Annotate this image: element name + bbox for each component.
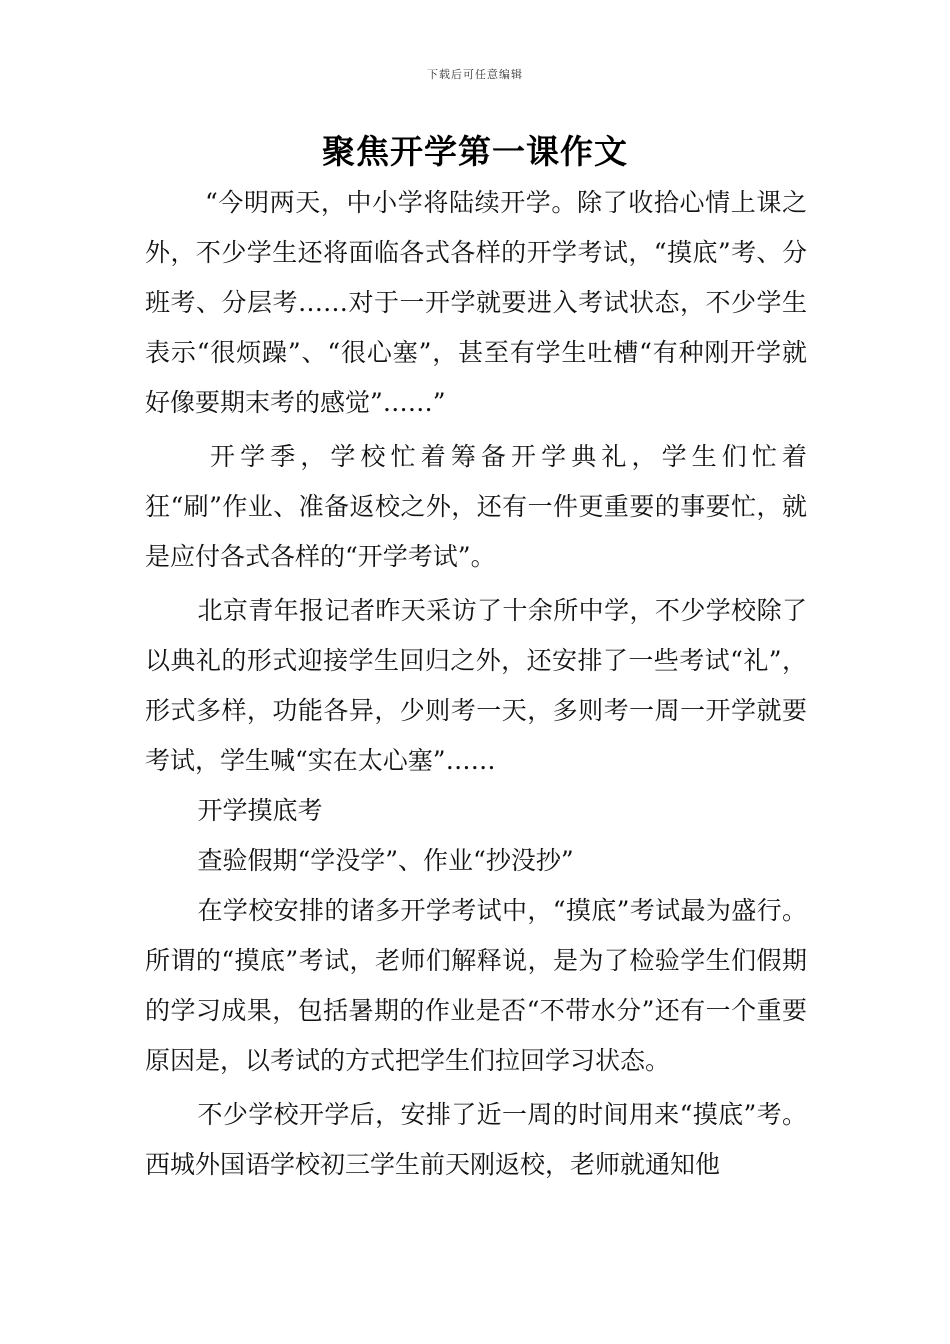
paragraph-5: 不少学校开学后，安排了近一周的时间用来“摸底”考。西城外国语学校初三学生前天刚返校，老师就通知他	[145, 1100, 807, 1179]
subheading-2: 查验假期“学没学”、作业“抄没抄”	[197, 846, 574, 875]
document-body	[145, 178, 807, 1190]
paragraph-2: 开学季，学校忙着筹备开学典礼，学生们忙着狂“刷”作业、准备返校之外，还有一件更重要的事要忙，就是应付各式各样的“开学考试”。	[145, 442, 807, 571]
paragraph-4: 在学校安排的诸多开学考试中，“摸底”考试最为盛行。所谓的“摸底”考试，老师们解释说，是为了检验学生们假期的学习成果，包括暑期的作业是否“不带水分”还有一个重要原因是，以考试的方式把学生们拉回学习状态。	[145, 896, 807, 1075]
subheading-1: 开学摸底考	[197, 796, 323, 825]
document-title: 聚焦开学第一课作文	[322, 132, 628, 171]
paragraph-3: 北京青年报记者昨天采访了十余所中学，不少学校除了以典礼的形式迎接学生回归之外，还安排了一些考试“礼”，形式多样，功能各异，少则考一天，多则考一周一开学就要考试，学生喊“实在太心塞”……	[145, 596, 807, 775]
header-note: 下载后可任意编辑	[427, 68, 523, 81]
paragraph-1: “今明两天，中小学将陆续开学。除了收拾心情上课之外，不少学生还将面临各式各样的开学考试，“摸底”考、分班考、分层考……对于一开学就要进入考试状态，不少学生表示“很烦躁”、“很心塞”，甚至有学生吐槽“有种刚开学就好像要期末考的感觉”……”	[145, 188, 807, 417]
